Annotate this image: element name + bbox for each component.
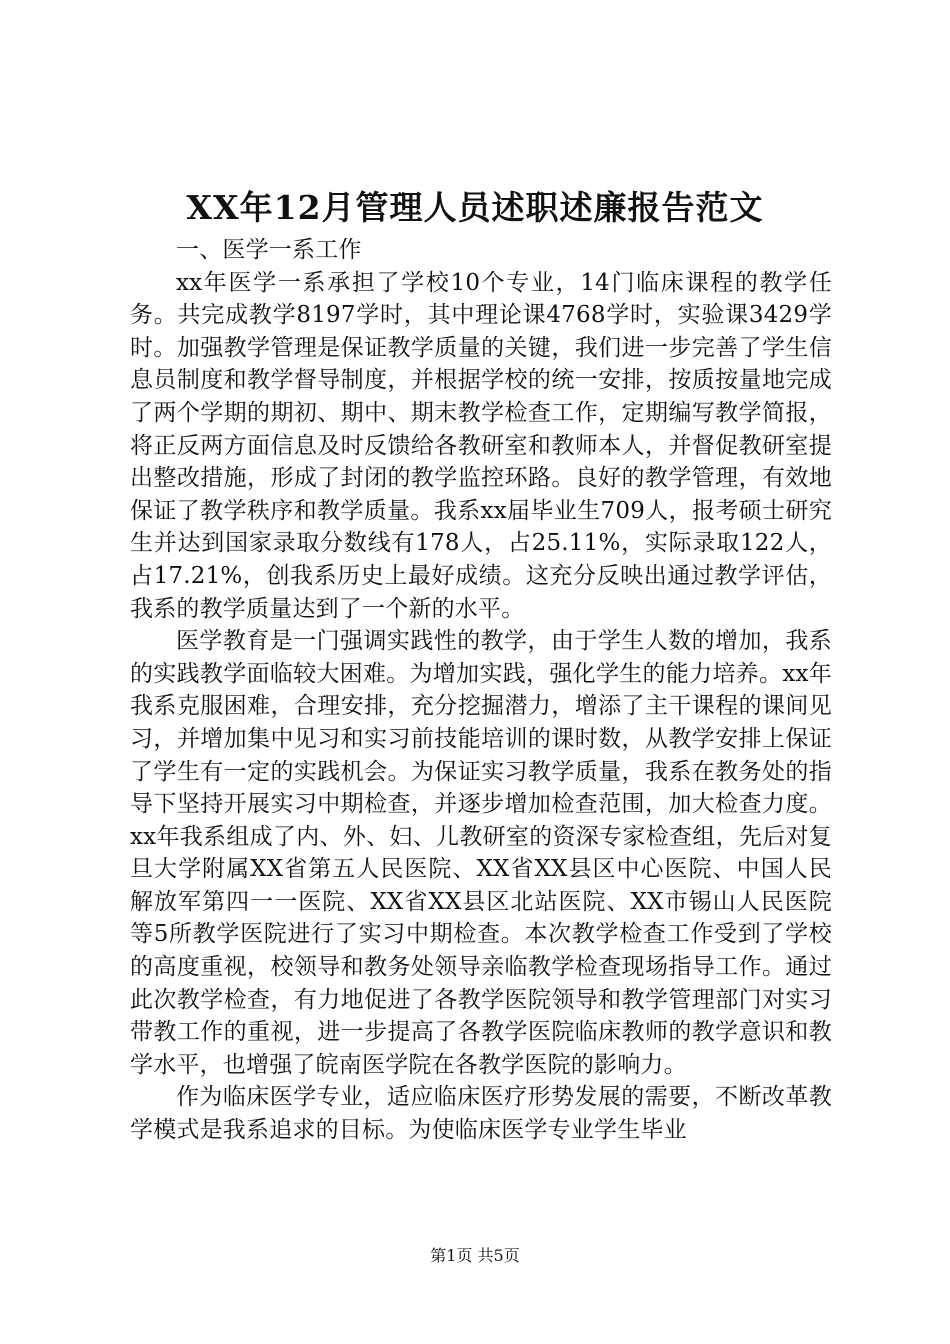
page-number-footer: 第1页 共5页 (430, 1246, 520, 1265)
body-paragraph: xx年医学一系承担了学校10个专业，14门临床课程的教学任务。共完成教学8197学时，其中理论课4768学时，实验课3429学时。加强教学管理是保证教学质量的关键，我们进一步完善了学生信息员制度和教学督导制度，并根据学校的统一安排，按质按量地完成了两个学期的期初、期中、期末教学检查工作，定期编写教学简报，将正反两方面信息及时反馈给各教研室和教师本人，并督促教研室提出整改措施，形成了封闭的教学监控环路。良好的教学管理，有效地保证了教学秩序和教学质量。我系xx届毕业生709人，报考硕士研究生并达到国家录取分数线有178人，占25.11%，实际录取122人，占17.21%，创我系历史上最好成绩。这充分反映出通过教学评估，我系的教学质量达到了一个新的水平。 (130, 269, 832, 622)
section-heading: 一、医学一系工作 (176, 237, 362, 263)
document-title: XX年12月管理人员述职述廉报告范文 (186, 188, 764, 227)
body-paragraph: 作为临床医学专业，适应临床医疗形势发展的需要，不断改革教学模式是我系追求的目标。为使临床医学专业学生毕业 (130, 1084, 832, 1144)
document-body (130, 234, 832, 1147)
body-paragraph: 医学教育是一门强调实践性的教学，由于学生人数的增加，我系的实践教学面临较大困难。为增加实践，强化学生的能力培养。xx年我系克服困难，合理安排，充分挖掘潜力，增添了主干课程的课间见习，并增加集中见习和实习前技能培训的课时数，从教学安排上保证了学生有一定的实践机会。为保证实习教学质量，我系在教务处的指导下坚持开展实习中期检查，并逐步增加检查范围，加大检查力度。xx年我系组成了内、外、妇、儿教研室的资深专家检查组，先后对复旦大学附属XX省第五人民医院、XX省XX县区中心医院、中国人民解放军第四一一医院、XX省XX县区北站医院、XX市锡山人民医院等5所教学医院进行了实习中期检查。本次教学检查工作受到了学校的高度重视，校领导和教务处领导亲临教学检查现场指导工作。通过此次教学检查，有力地促进了各教学医院领导和教学管理部门对实习带教工作的重视，进一步提高了各教学医院临床教师的教学意识和教学水平，也增强了皖南医学院在各教学医院的影响力。 (130, 628, 832, 1078)
